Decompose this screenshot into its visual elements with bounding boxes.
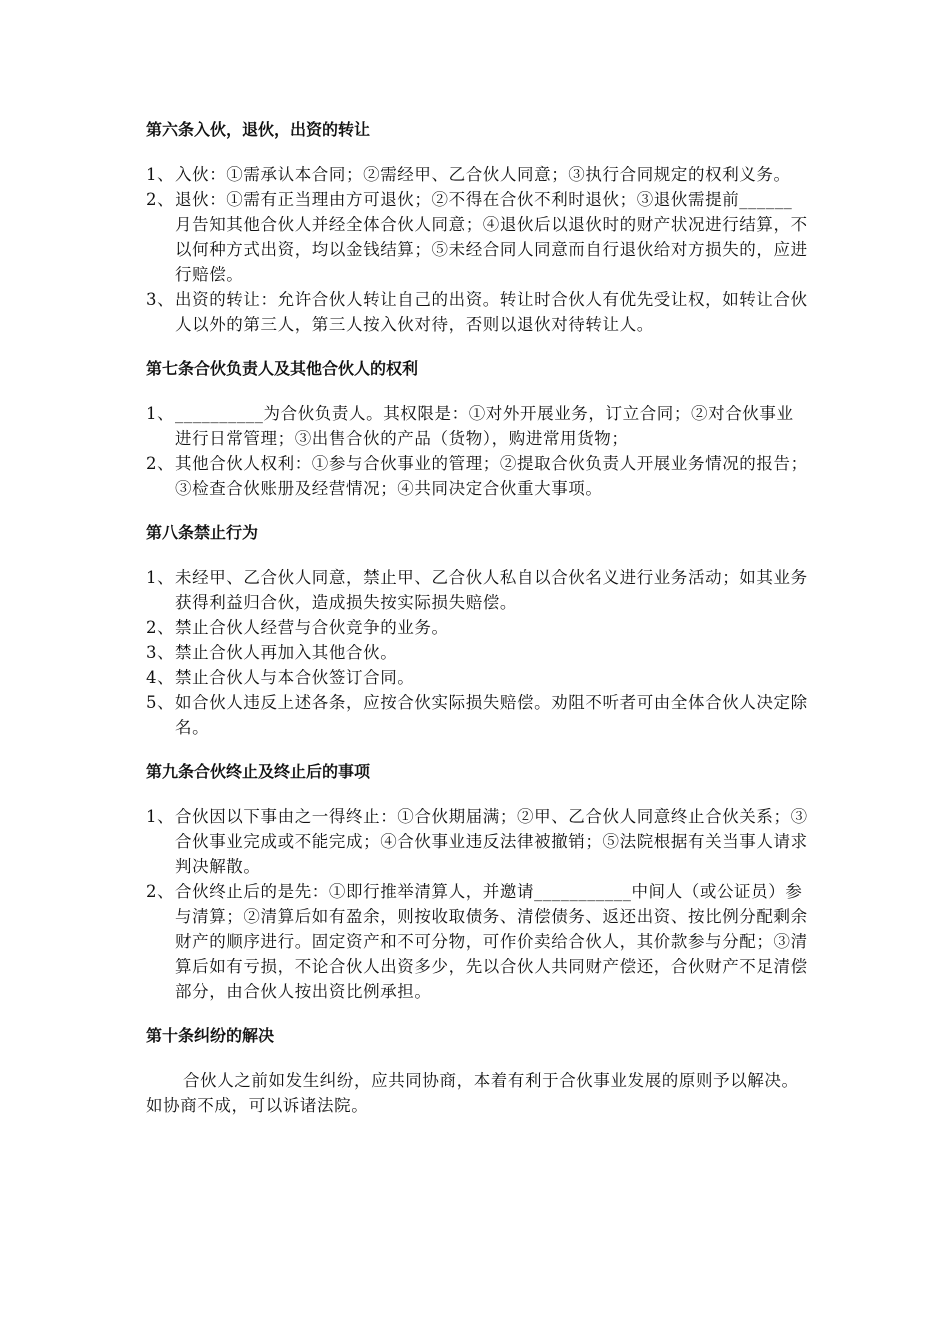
section-7-heading: 第七条合伙负责人及其他合伙人的权利 — [146, 359, 419, 378]
list-item: 1、 合伙因以下事由之一得终止：①合伙期届满；②甲、乙合伙人同意终止合伙关系；③合伙事业完成或不能完成；④合伙事业违反法律被撤销；⑤法院根据有关当事人请求判决解散。 — [146, 807, 808, 876]
list-item: 2、 退伙：①需有正当理由方可退伙；②不得在合伙不利时退伙；③退伙需提前______月告知其他合伙人并经全体合伙人同意；④退伙后以退伙时的财产状况进行结算，不以何种方式出资，均以金钱结算；⑤未经合同人同意而自行退伙给对方损失的，应进行赔偿。 — [146, 190, 808, 284]
section-7-list — [146, 401, 808, 501]
list-item: 3、 出资的转让：允许合伙人转让自己的出资。转让时合伙人有优先受让权，如转让合伙人以外的第三人，第三人按入伙对待，否则以退伙对待转让人。 — [146, 290, 808, 334]
list-item: 2、 禁止合伙人经营与合伙竞争的业务。 — [146, 618, 449, 637]
section-9-list — [146, 804, 808, 1004]
list-item: 1、 未经甲、乙合伙人同意，禁止甲、乙合伙人私自以合伙名义进行业务活动；如其业务获得利益归合伙，造成损失按实际损失赔偿。 — [146, 568, 808, 612]
section-8-heading: 第八条禁止行为 — [146, 523, 259, 542]
section-6-heading: 第六条入伙，退伙，出资的转让 — [146, 120, 371, 139]
document-page — [146, 104, 808, 1118]
list-item: 1、 入伙：①需承认本合同；②需经甲、乙合伙人同意；③执行合同规定的权利义务。 — [146, 165, 791, 184]
section-10-heading: 第十条纠纷的解决 — [146, 1026, 275, 1045]
list-item: 4、 禁止合伙人与本合伙签订合同。 — [146, 668, 415, 687]
section-8-list — [146, 565, 808, 740]
list-item: 2、 其他合伙人权利：①参与合伙事业的管理；②提取合伙负责人开展业务情况的报告；③检查合伙账册及经营情况；④共同决定合伙重大事项。 — [146, 454, 808, 498]
list-item: 1、 __________为合伙负责人。其权限是：①对外开展业务，订立合同；②对合伙事业进行日常管理；③出售合伙的产品（货物），购进常用货物； — [146, 404, 794, 448]
section-10-paragraph: 合伙人之前如发生纠纷，应共同协商，本着有利于合伙事业发展的原则予以解决。如协商不成，可以诉诸法院。 — [146, 1071, 799, 1115]
list-item: 5、 如合伙人违反上述各条，应按合伙实际损失赔偿。劝阻不听者可由全体合伙人决定除名。 — [146, 693, 808, 737]
section-9-heading: 第九条合伙终止及终止后的事项 — [146, 762, 371, 781]
section-6-list — [146, 162, 808, 337]
list-item: 2、 合伙终止后的是先：①即行推举清算人，并邀请___________中间人（或公证员）参与清算；②清算后如有盈余，则按收取债务、清偿债务、返还出资、按比例分配剩余财产的顺序进行。固定资产和不可分物，可作价卖给合伙人，其价款参与分配；③清算后如有亏损，不论合伙人出资多少，先以合伙人共同财产偿还，合伙财产不足清偿部分，由合伙人按出资比例承担。 — [146, 882, 808, 1001]
list-item: 3、 禁止合伙人再加入其他合伙。 — [146, 643, 398, 662]
